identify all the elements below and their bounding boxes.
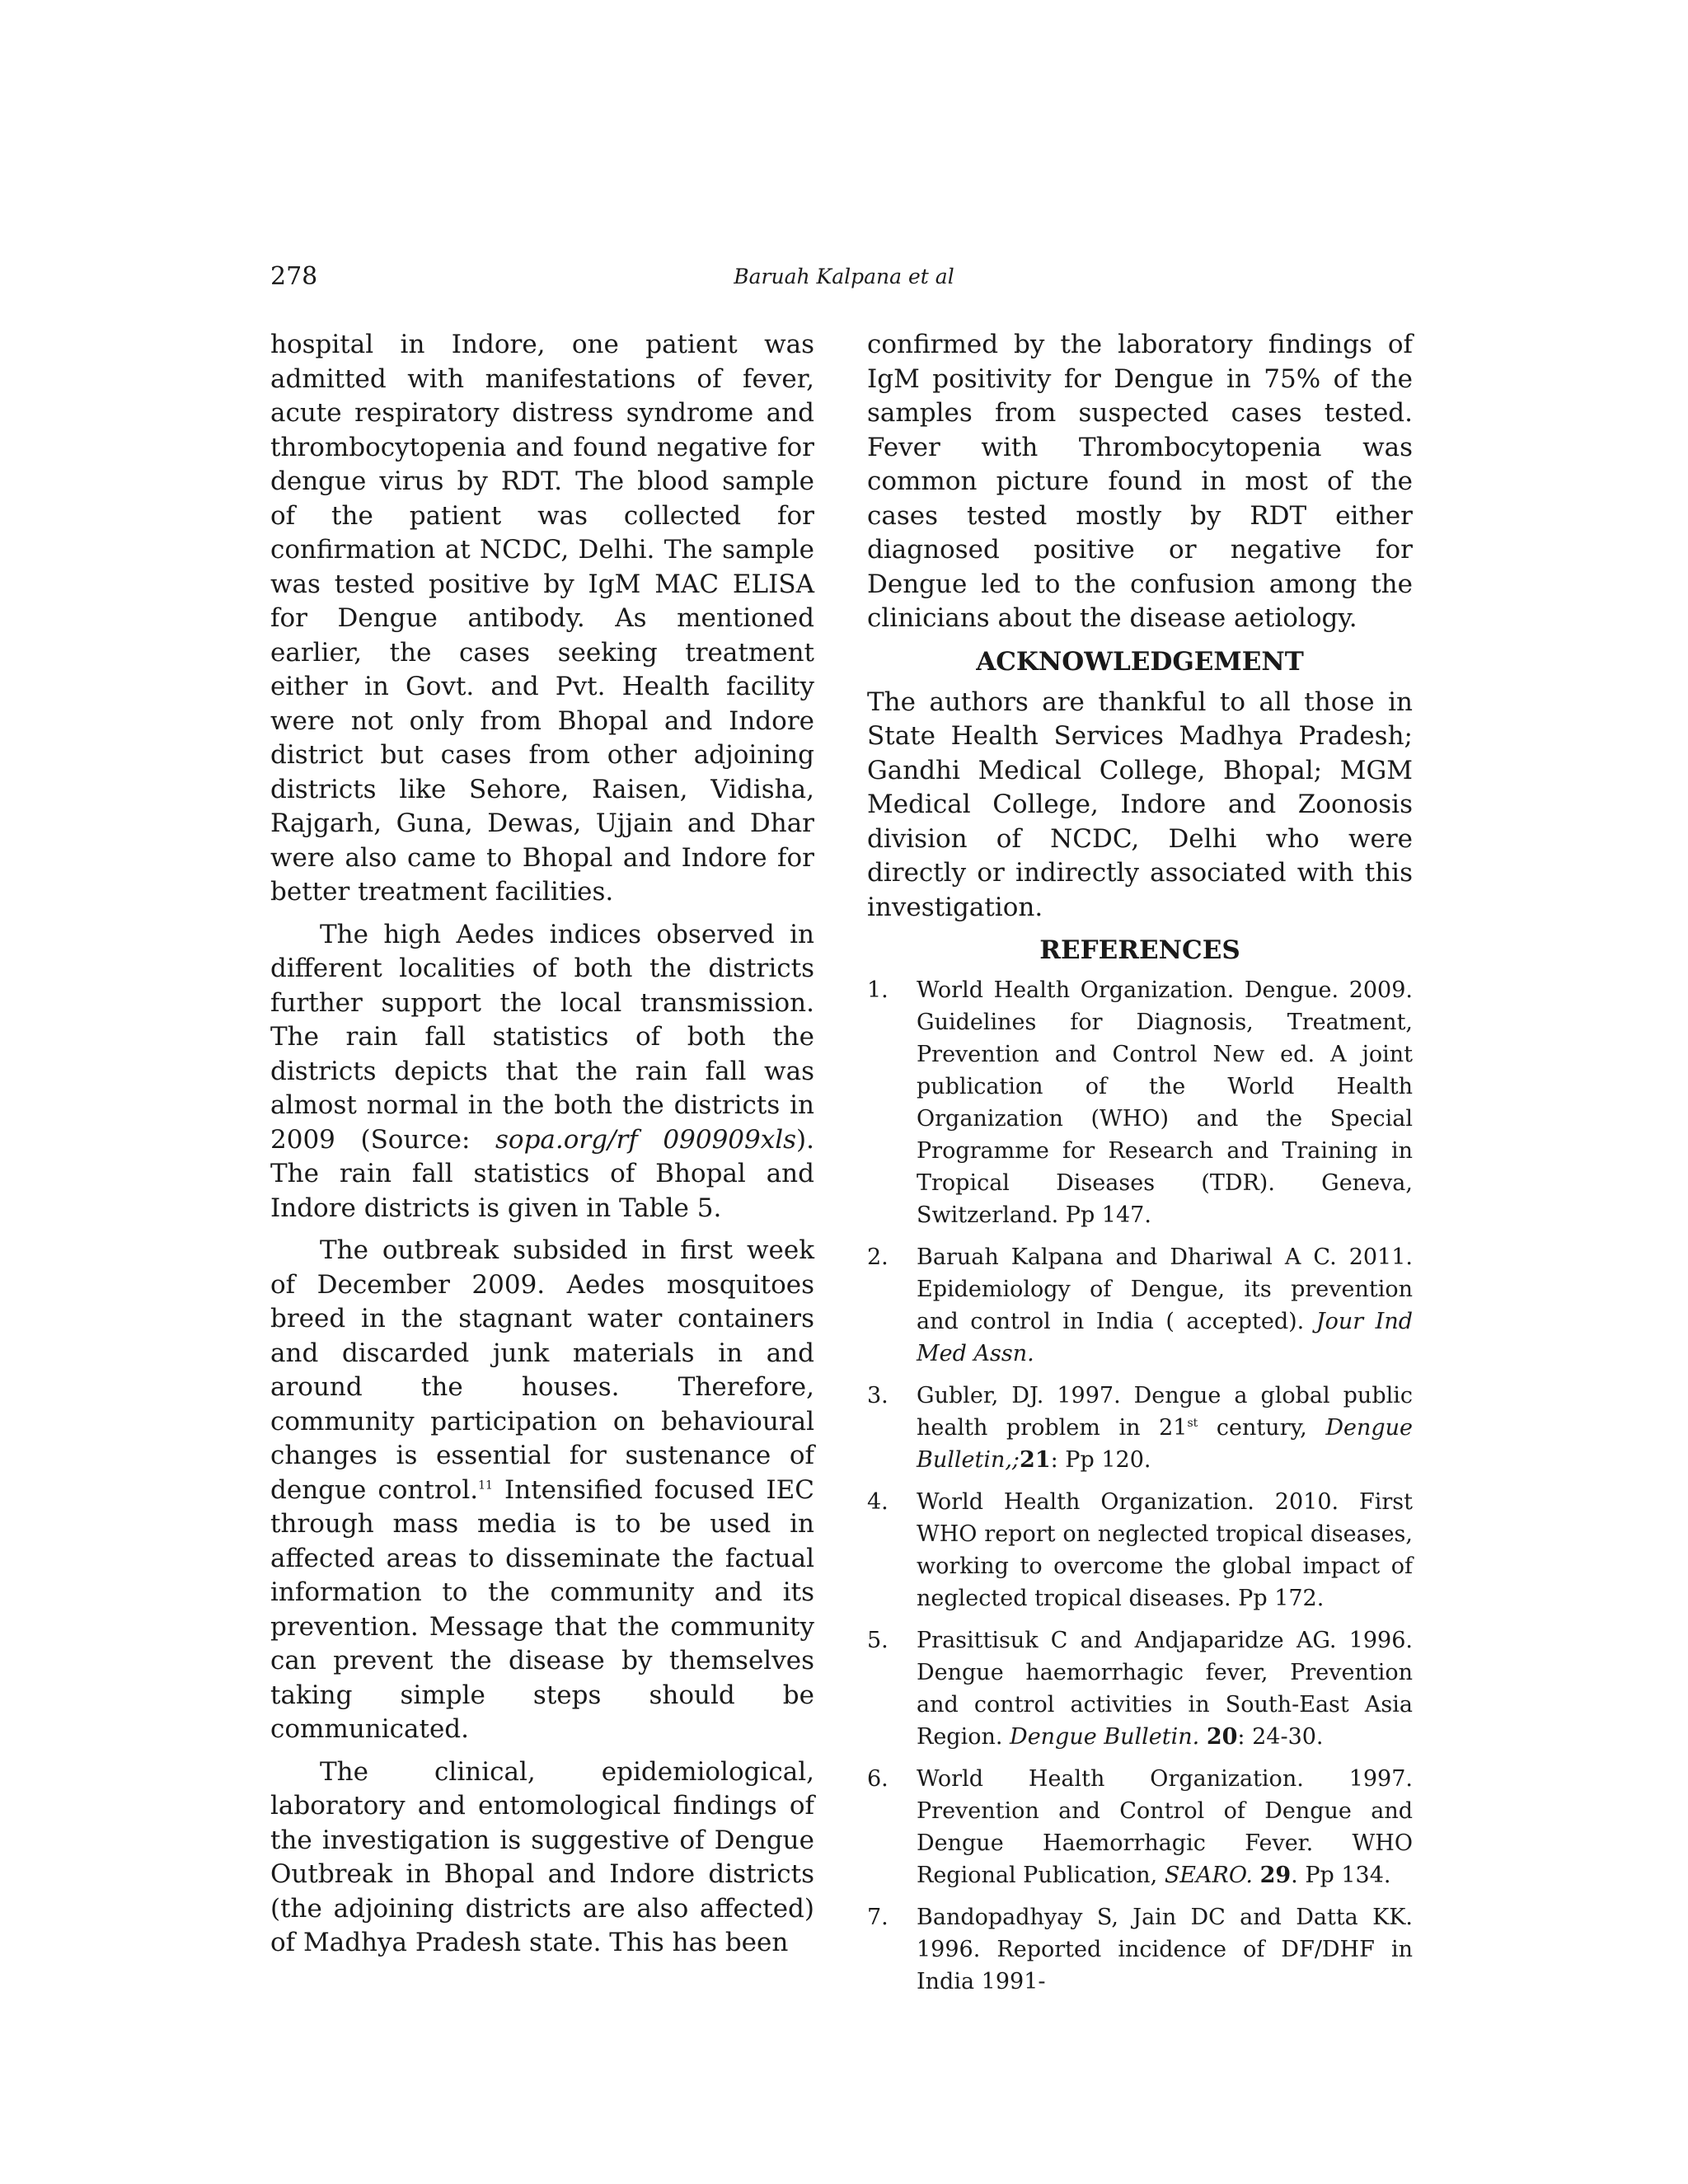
reference-number: 5. — [867, 1628, 889, 1653]
reference-number: 7. — [867, 1905, 889, 1930]
paragraph-text: The outbreak subsided in first week of December 2009. Aedes mosquitoes breed in the stagnant water containers and discarded junk materials in and around the houses. Therefore, community participation on behavioural changes is essential for sustenance of dengue control. — [270, 1235, 814, 1505]
body-paragraph: confirmed by the laboratory findings of IgM positivity for Dengue in 75% of the samples from suspected cases tested. Fever with Thrombocytopenia was common picture found in most of the cases tested mostly by RDT either diagnosed positive or negative for Dengue led to the confusion among the clinicians about the disease aetiology. — [867, 330, 1413, 633]
reference-item — [867, 1624, 1413, 1753]
reference-body: Prasittisuk C and Andjaparidze AG. 1996. Dengue haemorrhagic fever, Prevention and control activities in South-East Asia Region. — [917, 1628, 1413, 1750]
page-number: 278 — [270, 262, 318, 291]
reference-item — [867, 1486, 1413, 1615]
running-title: Baruah Kalpana et al — [734, 265, 954, 288]
reference-number: 2. — [867, 1244, 889, 1270]
reference-item — [867, 974, 1413, 1231]
reference-list — [867, 974, 1413, 1998]
acknowledgement-text: The authors are thankful to all those in State Health Services Madhya Pradesh; Gandhi Medical College, Bhopal; MGM Medical College, Indore and Zoonosis division of NCDC, Delhi who were directly or indirectly associated with this investigation. — [867, 687, 1413, 922]
volume-number: 29 — [1259, 1863, 1292, 1888]
reference-number: 4. — [867, 1489, 889, 1515]
reference-text: World Health Organization. Dengue. 2009. Guidelines for Diagnosis, Treatment, Prevention and Control New ed. A joint publication of the World Health Organization (WHO) and the Special Programme for Research and Training in Tropical Diseases (TDR). Geneva, Switzerland. Pp 147. — [917, 977, 1413, 1228]
left-column — [270, 328, 814, 1961]
reference-pages: : 24-30. — [1237, 1724, 1324, 1750]
body-paragraph: hospital in Indore, one patient was admitted with manifestations of fever, acute respiratory distress syndrome and thrombocytopenia and found negative for dengue virus by RDT. The blood sample of the patient was collected for confirmation at NCDC, Delhi. The sample was tested positive by IgM MAC ELISA for Dengue antibody. As mentioned earlier, the cases seeking treatment either in Govt. and Pvt. Health facility were not only from Bhopal and Indore district but cases from other adjoining districts like Sehore, Raisen, Vidisha, Rajgarh, Guna, Dewas, Ujjain and Dhar were also came to Bhopal and Indore for better treatment facilities. — [270, 330, 814, 907]
journal-name: Dengue Bulletin. — [1010, 1724, 1200, 1750]
body-paragraph — [270, 1234, 814, 1747]
reference-pages: . Pp 134. — [1291, 1863, 1391, 1888]
reference-text — [917, 1380, 1413, 1476]
body-paragraph — [270, 918, 814, 1226]
journal-name: Jour Ind Med Assn. — [917, 1309, 1413, 1366]
reference-body: Gubler, DJ. 1997. Dengue a global public health problem in 21 — [917, 1383, 1413, 1441]
right-column — [867, 328, 1413, 2008]
reference-body: World Health Organization. 1997. Prevention and Control of Dengue and Dengue Haemorrhagic Fever. WHO Regional Publication, — [917, 1766, 1413, 1888]
journal-name: SEARO. — [1164, 1863, 1253, 1888]
volume-number: 20 — [1206, 1724, 1238, 1750]
reference-item — [867, 1901, 1413, 1998]
reference-item — [867, 1241, 1413, 1370]
reference-number: 3. — [867, 1383, 889, 1408]
paragraph-text: The high Aedes indices observed in different localities of both the districts further support the local transmission. The rain fall statistics of both the districts depicts that the rain fall was almost normal in the both the districts in 2009 (Source: — [270, 919, 814, 1155]
source-citation: sopa.org/rf 090909xls — [495, 1124, 797, 1155]
acknowledgement-heading: ACKNOWLEDGEMENT — [976, 646, 1304, 677]
paragraph-text: ). The rain fall statistics of Bhopal and Indore districts is given in Table 5. — [270, 1124, 814, 1223]
reference-body: Baruah Kalpana and Dhariwal A C. 2011. Epidemiology of Dengue, its prevention and control in India ( accepted). — [917, 1244, 1413, 1334]
journal-name: Dengue Bulletin,; — [917, 1415, 1413, 1473]
reference-text — [917, 1763, 1413, 1891]
superscript: st — [1187, 1417, 1198, 1430]
volume-number: 21 — [1020, 1447, 1051, 1473]
footnote-ref: 11 — [478, 1479, 493, 1493]
paragraph-text: Intensified focused IEC through mass media is to be used in affected areas to disseminate the factual information to the community and its prevention. Message that the community can prevent the disease by themselves taking simple steps should be communicated. — [270, 1474, 814, 1744]
reference-item — [867, 1380, 1413, 1476]
reference-text — [917, 1624, 1413, 1753]
body-paragraph: The clinical, epidemiological, laboratory and entomological findings of the investigation is suggestive of Dengue Outbreak in Bhopal and Indore districts (the adjoining districts are also affected) of Madhya Pradesh state. This has been — [270, 1756, 814, 1957]
reference-number: 6. — [867, 1766, 889, 1792]
reference-number: 1. — [867, 977, 889, 1003]
reference-body: century, — [1198, 1415, 1326, 1441]
references-heading: REFERENCES — [1039, 935, 1240, 965]
reference-text: Bandopadhyay S, Jain DC and Datta KK. 1996. Reported incidence of DF/DHF in India 1991- — [917, 1905, 1413, 1994]
reference-item — [867, 1763, 1413, 1891]
reference-text: World Health Organization. 2010. First WHO report on neglected tropical diseases, working to overcome the global impact of neglected tropical diseases. Pp 172. — [917, 1489, 1413, 1611]
reference-text — [917, 1241, 1413, 1370]
reference-pages: : Pp 120. — [1050, 1447, 1151, 1473]
